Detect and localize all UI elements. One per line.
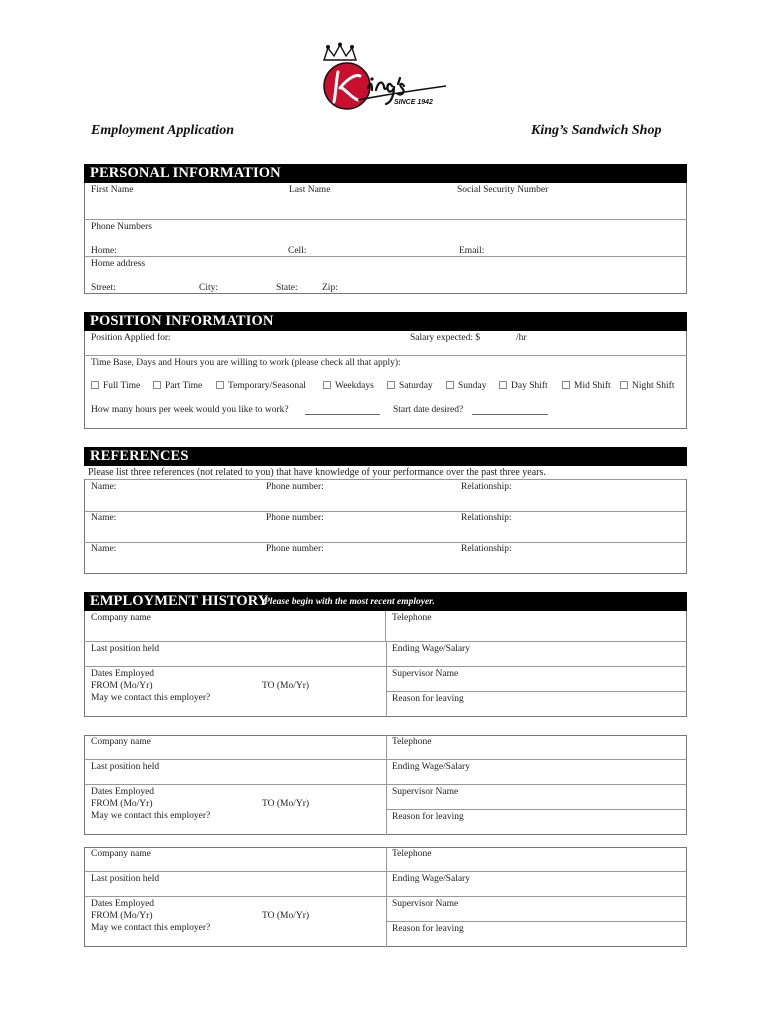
divider — [84, 784, 687, 785]
column-divider — [386, 641, 387, 717]
reference-2-relationship-field[interactable]: Relationship: — [461, 513, 512, 523]
reference-1-phone-field[interactable]: Phone number: — [266, 482, 324, 492]
employer-2-position-field[interactable]: Last position held — [91, 762, 160, 772]
employer-3-wage-field[interactable]: Ending Wage/Salary — [392, 874, 470, 884]
employer-1-from-field[interactable]: FROM (Mo/Yr) — [91, 681, 153, 691]
employer-2-company-field[interactable]: Company name — [91, 737, 151, 747]
employer-1-telephone-field[interactable]: Telephone — [392, 613, 432, 623]
option-label: Temporary/Seasonal — [228, 381, 306, 391]
employer-1-dates-label: Dates Employed — [91, 669, 155, 679]
phone-numbers-label: Phone Numbers — [91, 222, 152, 232]
email-field[interactable]: Email: — [459, 246, 485, 256]
employer-1-company-field[interactable]: Company name — [91, 613, 151, 623]
divider — [84, 355, 687, 356]
home-phone-field[interactable]: Home: — [91, 246, 117, 256]
employer-2-wage-field[interactable]: Ending Wage/Salary — [392, 762, 470, 772]
home-address-label: Home address — [91, 259, 146, 269]
last-name-field[interactable]: Last Name — [289, 185, 331, 195]
option-label: Saturday — [399, 381, 433, 391]
hours-per-week-input[interactable] — [305, 414, 380, 415]
employer-2-to-field[interactable]: TO (Mo/Yr) — [262, 799, 310, 809]
zip-field[interactable]: Zip: — [322, 283, 338, 293]
checkbox-icon[interactable] — [91, 381, 99, 389]
logo-tagline: SINCE 1942 — [394, 99, 433, 106]
employment-history-header — [84, 592, 687, 611]
employer-3-dates-label: Dates Employed — [91, 899, 155, 909]
employment-history-heading: EMPLOYMENT HISTORY — [90, 593, 269, 609]
option-label: Night Shift — [632, 381, 675, 391]
option-label: Sunday — [458, 381, 487, 391]
employer-3-company-field[interactable]: Company name — [91, 849, 151, 859]
time-base-label: Time Base, Days and Hours you are willing to work (please check all that apply): — [91, 358, 401, 368]
salary-expected-field[interactable]: Salary expected: $ — [410, 333, 481, 343]
employer-3-position-field[interactable]: Last position held — [91, 874, 160, 884]
checkbox-icon[interactable] — [620, 381, 628, 389]
reference-3-relationship-field[interactable]: Relationship: — [461, 544, 512, 554]
checkbox-icon[interactable] — [499, 381, 507, 389]
employer-3-reason-field[interactable]: Reason for leaving — [392, 924, 464, 934]
checkbox-full-time[interactable] — [91, 381, 140, 392]
reference-2-name-field[interactable]: Name: — [91, 513, 117, 523]
divider — [84, 666, 687, 667]
divider — [84, 542, 687, 543]
personal-info-box — [84, 183, 687, 294]
checkbox-night-shift[interactable] — [620, 381, 675, 392]
employment-history-subheading: Please begin with the most recent employer. — [264, 597, 435, 607]
hours-per-week-label: How many hours per week would you like to work? — [91, 405, 289, 415]
employer-1-position-field[interactable]: Last position held — [91, 644, 160, 654]
divider — [84, 219, 687, 220]
employer-3-supervisor-field[interactable]: Supervisor Name — [392, 899, 459, 909]
reference-1-relationship-field[interactable]: Relationship: — [461, 482, 512, 492]
reference-3-name-field[interactable]: Name: — [91, 544, 117, 554]
checkbox-part-time[interactable] — [153, 381, 202, 392]
employer-2-contact-field[interactable]: May we contact this employer? — [91, 811, 211, 821]
checkbox-mid-shift[interactable] — [562, 381, 611, 392]
references-heading: REFERENCES — [90, 448, 189, 464]
checkbox-temporary-seasonal[interactable] — [216, 381, 306, 392]
column-divider — [386, 847, 387, 947]
divider — [84, 641, 687, 642]
checkbox-icon[interactable] — [562, 381, 570, 389]
divider — [386, 809, 687, 810]
personal-info-header — [84, 164, 687, 183]
option-label: Full Time — [103, 381, 141, 391]
option-label: Mid Shift — [574, 381, 611, 391]
employer-2-telephone-field[interactable]: Telephone — [392, 737, 432, 747]
ssn-field[interactable]: Social Security Number — [457, 185, 549, 195]
employer-3-contact-field[interactable]: May we contact this employer? — [91, 923, 211, 933]
cell-phone-field[interactable]: Cell: — [288, 246, 307, 256]
start-date-input[interactable] — [472, 414, 548, 415]
state-field[interactable]: State: — [276, 283, 298, 293]
option-label: Weekdays — [335, 381, 374, 391]
references-instructions: Please list three references (not related to you) that have knowledge of your performance over the past three years. — [88, 467, 546, 478]
references-box — [84, 479, 687, 574]
column-divider — [385, 611, 386, 641]
divider — [386, 691, 687, 692]
reference-2-phone-field[interactable]: Phone number: — [266, 513, 324, 523]
reference-1-name-field[interactable]: Name: — [91, 482, 117, 492]
checkbox-icon[interactable] — [446, 381, 454, 389]
document-title: Employment Application — [91, 123, 234, 138]
references-header — [84, 447, 687, 466]
checkbox-saturday[interactable] — [387, 381, 433, 392]
position-info-heading: POSITION INFORMATION — [90, 313, 274, 329]
start-date-label: Start date desired? — [393, 405, 464, 415]
divider — [84, 871, 687, 872]
employer-2-supervisor-field[interactable]: Supervisor Name — [392, 787, 459, 797]
employer-1-supervisor-field[interactable]: Supervisor Name — [392, 669, 459, 679]
employer-1-reason-field[interactable]: Reason for leaving — [392, 694, 464, 704]
position-applied-field[interactable]: Position Applied for: — [91, 333, 171, 343]
divider — [84, 511, 687, 512]
employer-1-wage-field[interactable]: Ending Wage/Salary — [392, 644, 470, 654]
employer-3-telephone-field[interactable]: Telephone — [392, 849, 432, 859]
employer-1-to-field[interactable]: TO (Mo/Yr) — [262, 681, 310, 691]
personal-info-heading: PERSONAL INFORMATION — [90, 165, 281, 181]
employer-3-from-field[interactable]: FROM (Mo/Yr) — [91, 911, 153, 921]
checkbox-icon[interactable] — [153, 381, 161, 389]
checkbox-icon[interactable] — [216, 381, 224, 389]
divider — [84, 759, 687, 760]
checkbox-sunday[interactable] — [446, 381, 487, 392]
option-label: Day Shift — [511, 381, 548, 391]
kings-logo-graphic — [318, 42, 454, 114]
divider — [84, 256, 687, 257]
kings-logo — [318, 42, 454, 114]
first-name-field[interactable]: First Name — [91, 185, 134, 195]
divider — [84, 896, 687, 897]
column-divider — [386, 735, 387, 835]
employer-2-from-field[interactable]: FROM (Mo/Yr) — [91, 799, 153, 809]
divider — [386, 921, 687, 922]
city-field[interactable]: City: — [199, 283, 219, 293]
checkbox-day-shift[interactable] — [499, 381, 548, 392]
per-hour-label: /hr — [516, 333, 527, 343]
employer-2-dates-label: Dates Employed — [91, 787, 155, 797]
employer-3-to-field[interactable]: TO (Mo/Yr) — [262, 911, 310, 921]
checkbox-icon[interactable] — [387, 381, 395, 389]
company-title: King’s Sandwich Shop — [531, 123, 662, 138]
option-label: Part Time — [165, 381, 203, 391]
position-info-header — [84, 312, 687, 331]
street-field[interactable]: Street: — [91, 283, 116, 293]
employer-1-contact-field[interactable]: May we contact this employer? — [91, 693, 211, 703]
checkbox-icon[interactable] — [323, 381, 331, 389]
employer-2-reason-field[interactable]: Reason for leaving — [392, 812, 464, 822]
reference-3-phone-field[interactable]: Phone number: — [266, 544, 324, 554]
checkbox-weekdays[interactable] — [323, 381, 374, 392]
